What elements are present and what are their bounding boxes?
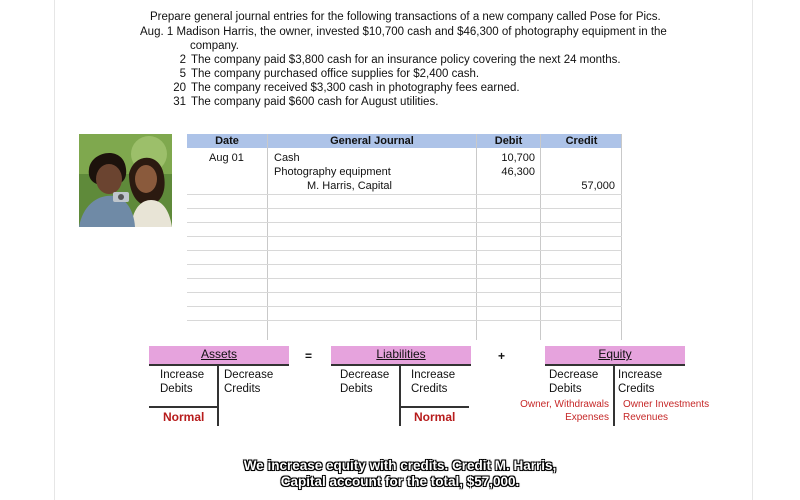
transaction-line xyxy=(190,39,239,53)
slide-right-border xyxy=(752,0,753,500)
equity-right-label: Increase xyxy=(618,369,663,381)
liabilities-t-account xyxy=(331,346,471,431)
transaction-line xyxy=(150,53,621,67)
column-header-credit: Credit xyxy=(541,134,622,148)
equity-withdrawals-label: Owner, Withdrawals xyxy=(520,399,609,410)
transaction-text: Madison Harris, the owner, invested $10,700 cash and $46,300 of photography equipment in the xyxy=(176,26,667,38)
t-account-title: Equity xyxy=(545,346,685,366)
t-account-divider xyxy=(399,366,401,426)
column-divider xyxy=(540,134,541,340)
transaction-day: 2 xyxy=(179,54,186,66)
transaction-text: The company purchased office supplies for $2,400 cash. xyxy=(191,68,480,80)
equals-sign: = xyxy=(305,349,313,363)
row-divider xyxy=(187,222,622,223)
transaction-text: The company paid $3,800 cash for an insurance policy covering the next 24 months. xyxy=(191,54,621,66)
assets-t-account xyxy=(149,346,289,431)
column-header-date: Date xyxy=(187,134,267,148)
transaction-line xyxy=(150,95,438,109)
journal-account: Photography equipment xyxy=(274,166,391,178)
transaction-day: 5 xyxy=(179,68,186,80)
row-divider xyxy=(187,264,622,265)
couple-photo xyxy=(79,134,172,227)
transaction-text: The company received $3,300 cash in photography fees earned. xyxy=(191,82,520,94)
assets-right-label: Decrease xyxy=(224,369,274,381)
journal-account: M. Harris, Capital xyxy=(307,180,392,192)
assets-left-label: Increase xyxy=(160,369,205,381)
transaction-line xyxy=(140,25,667,39)
t-account-divider xyxy=(613,366,615,426)
t-account-underline xyxy=(149,406,217,408)
transaction-line xyxy=(150,67,479,81)
journal-credit: 57,000 xyxy=(581,180,615,192)
t-account-title: Assets xyxy=(149,346,289,366)
assets-normal-balance: Normal xyxy=(163,410,205,424)
equity-revenues-label: Revenues xyxy=(623,412,669,423)
equity-expenses-label: Expenses xyxy=(565,412,609,423)
row-divider xyxy=(187,306,622,307)
liabilities-normal-balance: Normal xyxy=(414,410,456,424)
column-header-debit: Debit xyxy=(477,134,540,148)
t-account-title: Liabilities xyxy=(331,346,471,366)
column-divider xyxy=(621,134,622,340)
equity-t-account xyxy=(520,346,720,431)
journal-debit: 46,300 xyxy=(501,166,535,178)
row-divider xyxy=(187,278,622,279)
row-divider xyxy=(187,208,622,209)
assets-right-label: Credits xyxy=(224,383,261,395)
transaction-day: 31 xyxy=(173,96,186,108)
transaction-text: The company paid $600 cash for August utilities. xyxy=(191,96,439,108)
liabilities-left-label: Debits xyxy=(340,383,373,395)
subtitle-line: Capital account for the total, $57,000. xyxy=(280,474,520,489)
assets-left-label: Debits xyxy=(160,383,193,395)
journal-account: Cash xyxy=(274,152,300,164)
equity-left-label: Debits xyxy=(549,383,582,395)
general-journal-table xyxy=(187,134,622,340)
liabilities-right-label: Increase xyxy=(411,369,456,381)
column-divider xyxy=(476,134,477,340)
t-account-divider xyxy=(217,366,219,426)
liabilities-right-label: Credits xyxy=(411,383,448,395)
subtitle-line: We increase equity with credits. Credit M. Harris, xyxy=(243,458,557,473)
row-divider xyxy=(187,194,622,195)
column-divider xyxy=(267,134,268,340)
column-header-general-journal: General Journal xyxy=(268,134,476,148)
slide-left-border xyxy=(54,0,55,500)
row-divider xyxy=(187,250,622,251)
journal-date: Aug 01 xyxy=(209,152,244,164)
transaction-text: company. xyxy=(190,40,240,52)
row-divider xyxy=(187,320,622,321)
liabilities-left-label: Decrease xyxy=(340,369,390,381)
equity-right-label: Credits xyxy=(618,383,655,395)
equity-investments-label: Owner Investments xyxy=(623,399,710,410)
transaction-line xyxy=(150,81,520,95)
journal-debit: 10,700 xyxy=(501,152,535,164)
row-divider xyxy=(187,292,622,293)
video-subtitles xyxy=(0,458,800,490)
transaction-day: Aug. 1 xyxy=(140,26,174,38)
plus-sign: + xyxy=(498,349,506,363)
instructions-intro: Prepare general journal entries for the following transactions of a new company called Pose for Pics. xyxy=(150,11,661,23)
row-divider xyxy=(187,236,622,237)
transaction-day: 20 xyxy=(173,82,186,94)
t-account-underline xyxy=(401,406,469,408)
equity-left-label: Decrease xyxy=(549,369,599,381)
